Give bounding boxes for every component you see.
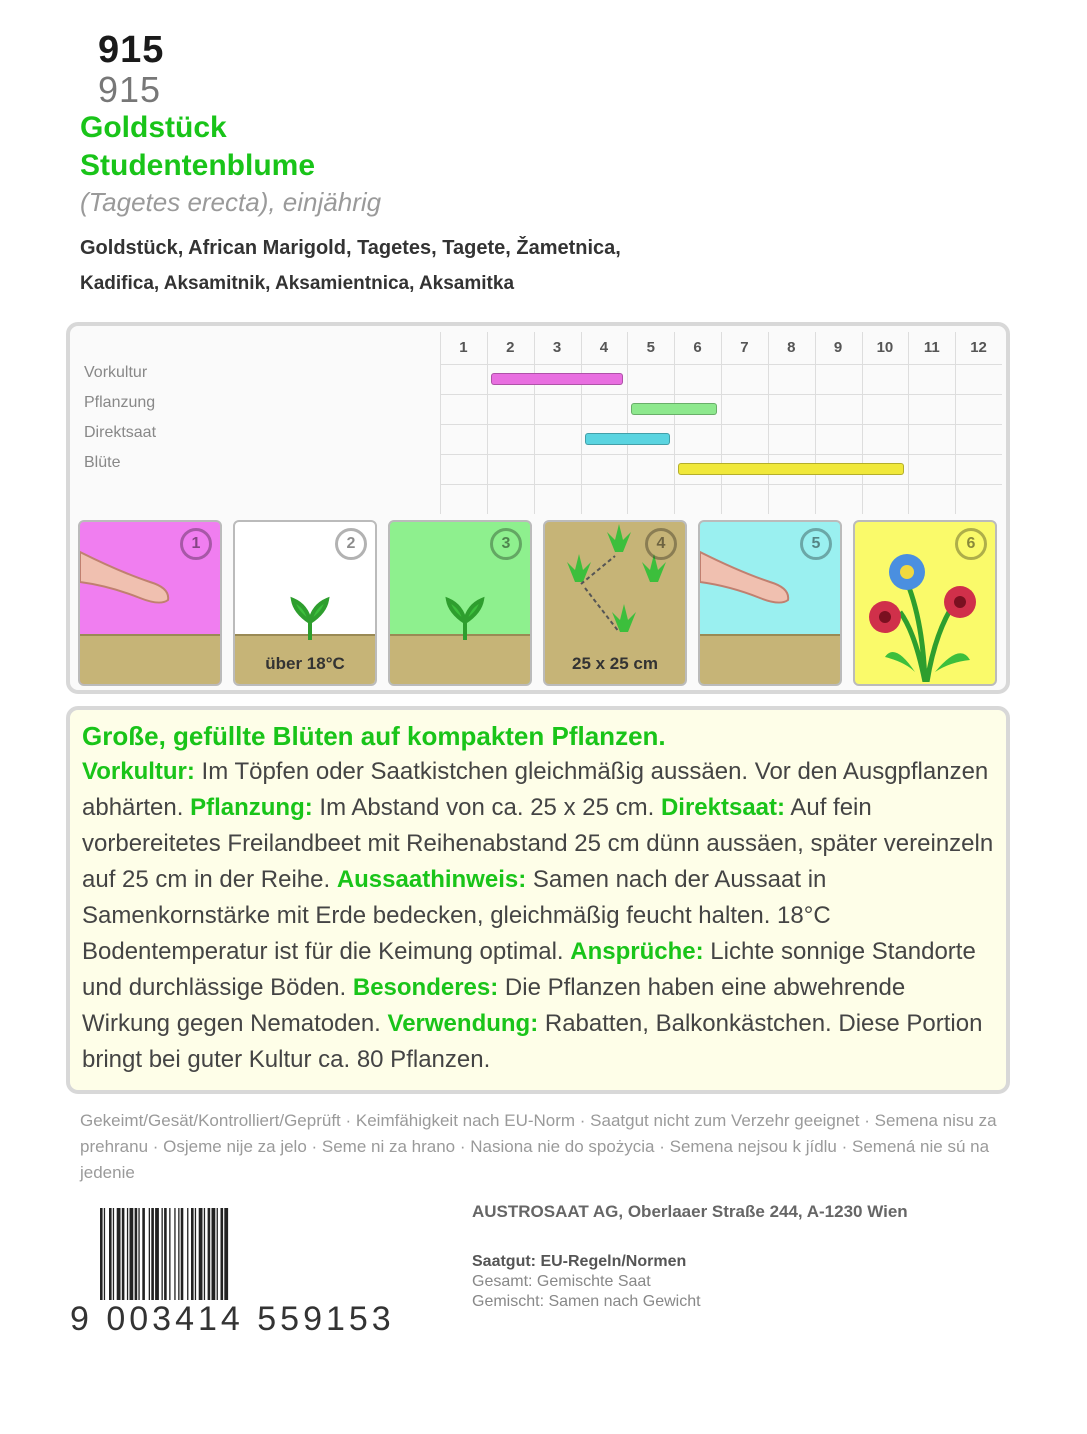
barcode-bar (217, 1208, 218, 1300)
besonderes-label: Besonderes: (352, 974, 499, 1001)
pflanzung-label: Pflanzung: (190, 794, 313, 821)
barcode-bar (109, 1208, 112, 1300)
grid-line (908, 332, 909, 514)
names-line-2: Kadifica, Aksamitnik, Aksamientnica, Aksamitka (80, 273, 515, 294)
barcode-bar (113, 1208, 114, 1300)
grid-line (440, 332, 441, 514)
pflanzung-text: Im Abstand von ca. 25 x 25 cm. (312, 794, 655, 821)
barcode-bar (208, 1208, 211, 1300)
barcode-bar (212, 1208, 216, 1300)
row-label: Pflanzung (84, 394, 156, 411)
info-line-2: Gesamt: Gemischte Saat (472, 1273, 651, 1290)
barcode-bar (138, 1208, 139, 1300)
barcode-bar (221, 1208, 224, 1300)
step-number-badge: 3 (490, 528, 522, 560)
barcode-bar (204, 1208, 205, 1300)
barcode-bar (199, 1208, 203, 1300)
product-code: 915 (98, 29, 165, 71)
grid-line (768, 332, 769, 514)
common-names (80, 236, 640, 296)
month-5: 5 (646, 339, 655, 356)
barcode-number: 9 003414 559153 (70, 1300, 395, 1338)
grid-line (721, 332, 722, 514)
row-label: Direktsaat (84, 424, 157, 441)
description-box (66, 706, 1010, 1094)
grid-line (534, 332, 535, 514)
barcode-bar (178, 1208, 179, 1300)
title-line-2: Studentenblume (80, 149, 316, 182)
month-2: 2 (506, 339, 515, 356)
month-10: 10 (876, 339, 894, 356)
vorkultur-text: Im Töpfen oder Saatkistchen gleichmäßig aussäen. Vor den Ausgpflanzen abhärten. (82, 758, 989, 821)
vorkultur-label: Vorkultur: (82, 758, 195, 785)
names-line-1: Goldstück, African Marigold, Tagetes, Tagete, Žametnica, (80, 237, 621, 259)
barcode-bar (104, 1208, 105, 1300)
sowing-calendar (66, 322, 1010, 694)
month-12: 12 (970, 339, 987, 356)
barcode-bar (169, 1208, 170, 1300)
grid-line (440, 364, 1002, 365)
besonderes-text: Die Pflanzen haben eine abwehrende Wirkung gegen Nematoden. (82, 974, 906, 1037)
barcode-bar (181, 1208, 184, 1300)
barcode-bar (155, 1208, 159, 1300)
month-11: 11 (923, 339, 940, 356)
calendar-bar (631, 403, 717, 415)
instruction-tile (233, 520, 377, 686)
description-headline: Große, gefüllte Blüten auf kompakten Pflanzen. (82, 721, 666, 751)
tile-label: 25 x 25 cm (571, 654, 658, 673)
anspruch-text: Lichte sonnige Standorte und durchlässige Böden. (82, 938, 976, 1001)
instruction-tile (698, 520, 842, 686)
aussaat-text: Samen nach der Aussaat in Samenkornstärke mit Erde bedecken, gleichmäßig feucht halten. 18°C Bodentemperatur ist für die Keimung optimal. (82, 866, 831, 965)
calendar-bar (585, 433, 671, 445)
info-block (472, 1252, 701, 1312)
barcode-bar (174, 1208, 175, 1300)
grid-line (487, 332, 488, 514)
small-print: Gekeimt/Gesät/Kontrolliert/Geprüft · Keimfähigkeit nach EU-Norm · Saatgut nicht zum Verzehr geeignet · Semena nisu za prehranu · Osjeme nije za jelo · Seme ni za hrano · Nasiona nie do spożycia · Semena nejsou k jídlu · Semená nie sú na jedenie (80, 1111, 997, 1182)
product-code-secondary: 915 (98, 69, 162, 110)
barcode-bar (117, 1208, 121, 1300)
barcode (96, 1208, 442, 1306)
row-label: Blüte (84, 454, 121, 471)
aussaat-label: Aussaathinweis: (336, 866, 527, 893)
barcode-bar (195, 1208, 196, 1300)
info-line-3: Gemischt: Samen nach Gewicht (472, 1293, 701, 1310)
barcode-bar (135, 1208, 138, 1300)
step-number-badge: 6 (955, 528, 987, 560)
step-number-badge: 1 (180, 528, 212, 560)
direktsaat-text: Auf fein vorbereitetes Freilandbeet mit Reihenabstand 25 cm dünn aussäen, später vereinzeln auf 25 cm in der Reihe. (82, 794, 994, 893)
barcode-bar (122, 1208, 125, 1300)
month-6: 6 (693, 339, 702, 356)
barcode-bar (191, 1208, 194, 1300)
month-1: 1 (459, 339, 468, 356)
step-number-badge: 5 (800, 528, 832, 560)
barcode-bar (164, 1208, 167, 1300)
instruction-tile (853, 520, 997, 686)
seedling-icon (285, 592, 335, 642)
barcode-bar (149, 1208, 150, 1300)
row-label: Vorkultur (84, 364, 148, 381)
calendar-bar (491, 373, 624, 385)
direktsaat-label: Direktsaat: (660, 794, 785, 821)
barcode-bar (162, 1208, 163, 1300)
calendar-bar (678, 463, 904, 475)
grid-line (440, 424, 1002, 425)
barcode-bar (127, 1208, 128, 1300)
barcode-bar (142, 1208, 145, 1300)
grid-line (862, 332, 863, 514)
manufacturer: AUSTROSAAT AG, Oberlaaer Straße 244, A-1230 Wien (472, 1202, 908, 1221)
step-number-badge: 2 (335, 528, 367, 560)
barcode-bar (224, 1208, 228, 1300)
grid-line (674, 332, 675, 514)
barcode-bar (187, 1208, 188, 1300)
month-8: 8 (787, 339, 796, 356)
seedling-icon (440, 592, 490, 642)
grid-line (581, 332, 582, 514)
step-number-badge: 4 (645, 528, 677, 560)
description-text (82, 754, 994, 1078)
anspruch-label: Ansprüche: (570, 938, 704, 965)
grid-line (440, 484, 1002, 485)
month-3: 3 (552, 339, 562, 356)
info-line-1: Saatgut: EU-Regeln/Normen (472, 1253, 687, 1270)
grid-line (627, 332, 628, 514)
barcode-bar (151, 1208, 154, 1300)
verwendung-label: Verwendung: (387, 1010, 539, 1037)
month-9: 9 (833, 339, 843, 356)
barcode-bar (100, 1208, 103, 1300)
tile-label: über 18°C (265, 654, 345, 673)
calendar-grid (440, 332, 1002, 514)
barcode-bar (130, 1208, 134, 1300)
soil (80, 634, 220, 684)
instruction-tile (78, 520, 222, 686)
instruction-tile (543, 520, 687, 686)
soil (700, 634, 840, 684)
month-7: 7 (740, 339, 749, 356)
grid-line (955, 332, 956, 514)
grid-line (440, 394, 1002, 395)
month-4: 4 (599, 339, 609, 356)
grid-line (440, 454, 1002, 455)
latin-name: (Tagetes erecta), einjährig (80, 187, 382, 217)
verwendung-text: Rabatten, Balkonkästchen. Diese Portion bringt bei guter Kultur ca. 80 Pflanzen. (82, 1010, 983, 1073)
instruction-tile (388, 520, 532, 686)
grid-line (815, 332, 816, 514)
title-line-1: Goldstück (80, 111, 227, 144)
